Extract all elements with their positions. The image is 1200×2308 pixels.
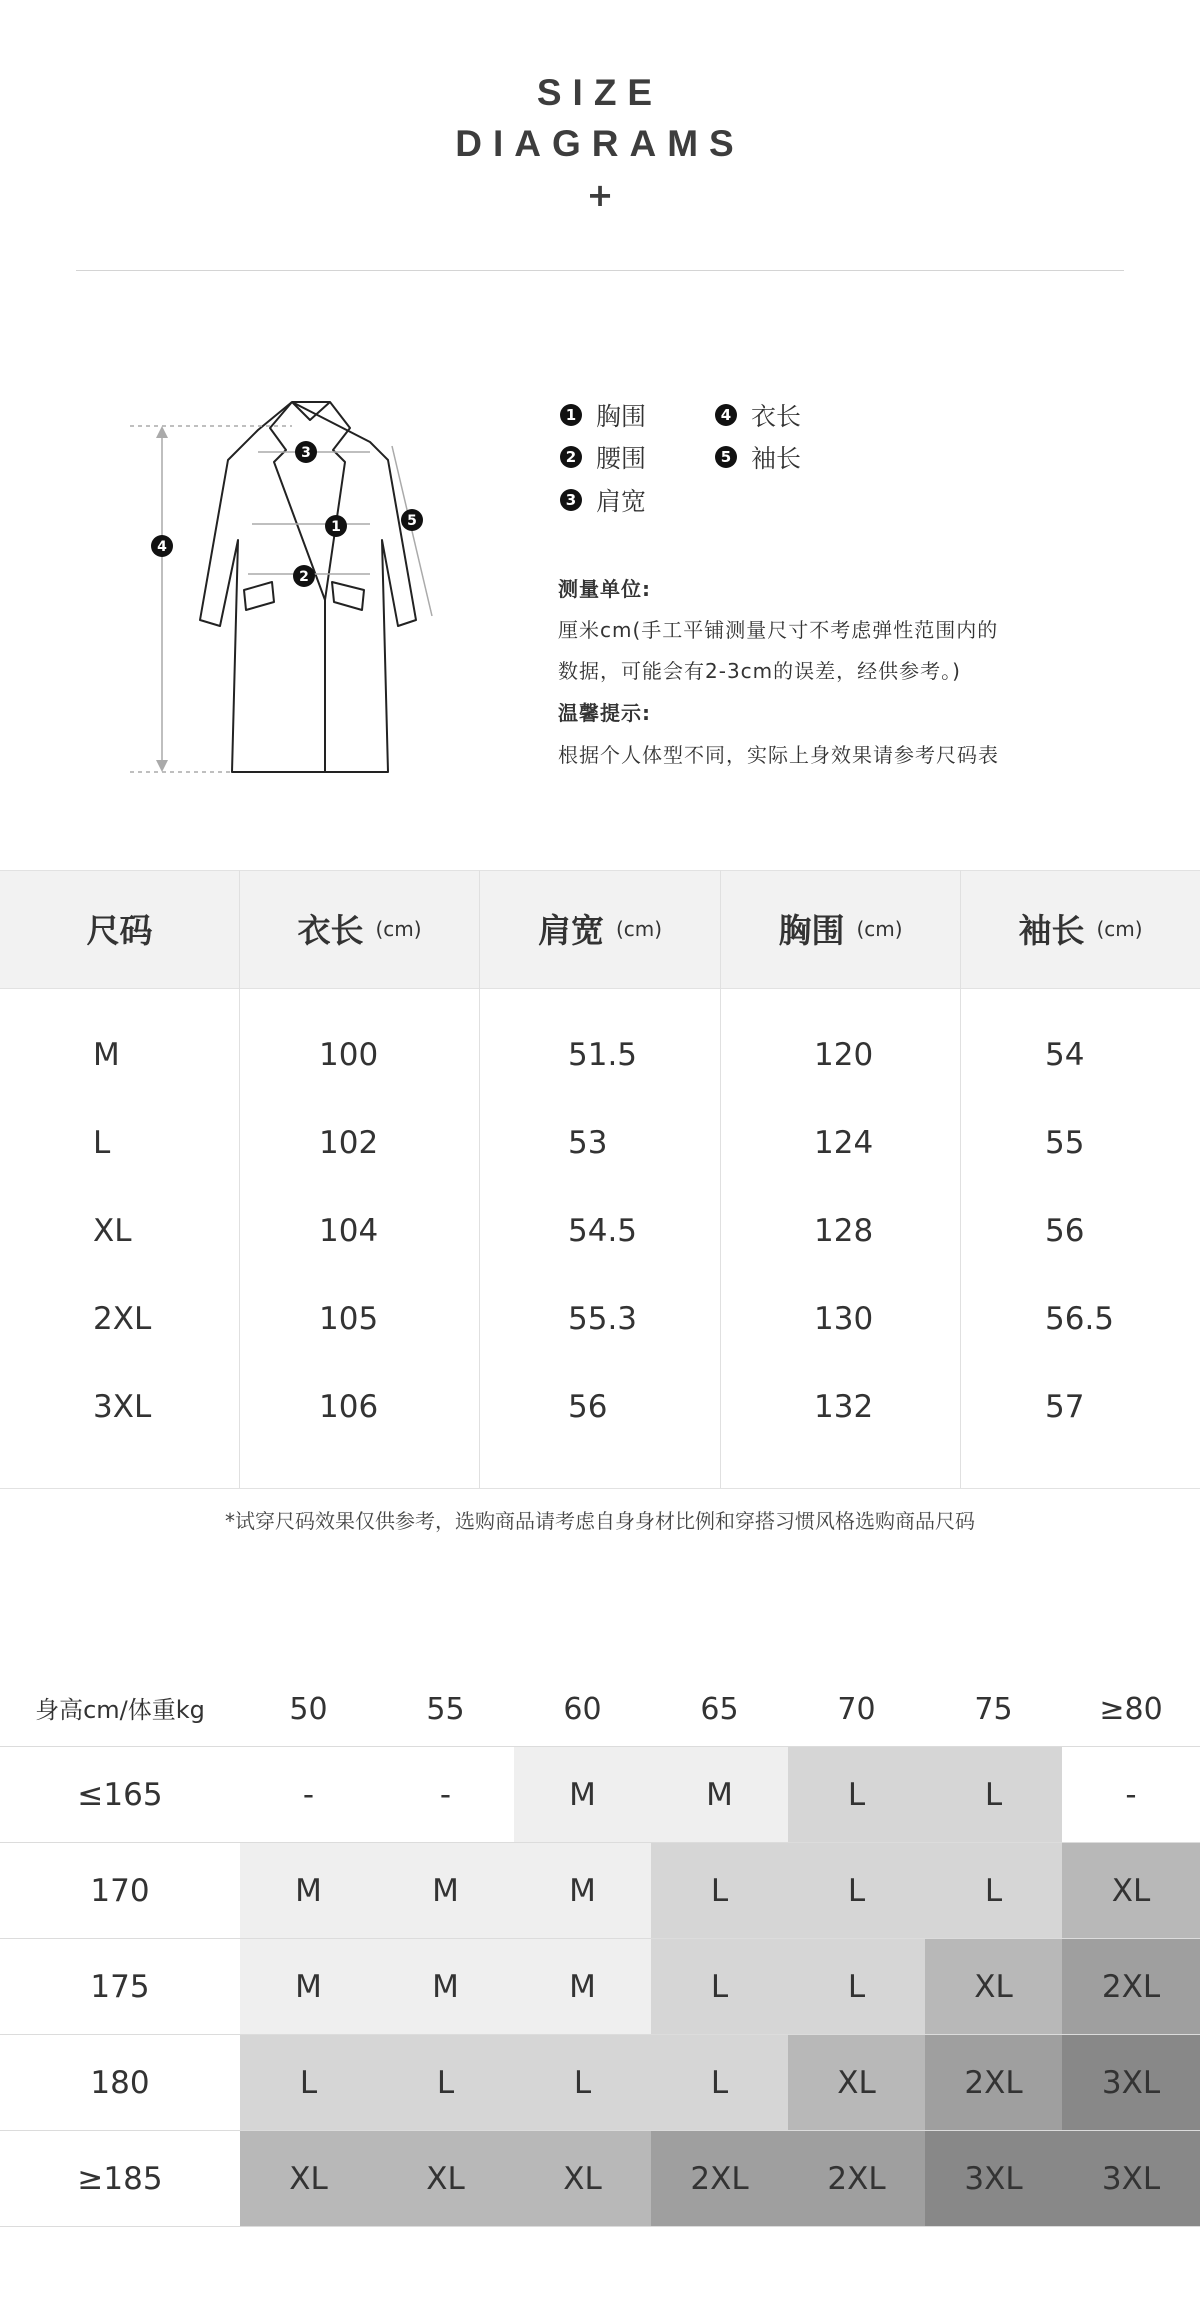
recommended-size-cell: XL: [514, 2131, 651, 2226]
recommended-size-cell: L: [514, 2035, 651, 2130]
header-chest: 胸围 (cm): [778, 911, 903, 950]
shoulder-cell: 51.5: [568, 1037, 638, 1073]
sleeve-cell: 56.5: [1045, 1301, 1115, 1337]
sleeve-cell: 56: [1045, 1213, 1085, 1249]
recommended-size-cell: XL: [925, 1939, 1062, 2034]
weight-header: 70: [837, 1692, 876, 1727]
num-icon: 3: [560, 489, 582, 511]
tip-line: 根据个人体型不同，实际上身效果请参考尺码表: [558, 743, 999, 767]
header-size: 尺码: [86, 911, 153, 950]
chest-cell: 128: [814, 1213, 874, 1249]
size-cell: L: [93, 1125, 111, 1161]
recommended-size-cell: M: [514, 1843, 651, 1938]
title-line-1: SIZE: [536, 72, 664, 113]
length-cell: 106: [319, 1389, 379, 1425]
title-line-2: DIAGRAMS: [455, 123, 745, 164]
height-label: 170: [90, 1872, 150, 1909]
num-icon: 4: [715, 404, 737, 426]
num-icon: 2: [560, 446, 582, 468]
height-label: ≤165: [77, 1776, 163, 1813]
legend-item-chest: 1 胸围: [560, 397, 646, 433]
marker-4: 4: [157, 539, 167, 555]
length-cell: 105: [319, 1301, 379, 1337]
marker-5: 5: [407, 513, 417, 529]
weight-header: 50: [289, 1692, 328, 1727]
recommended-size-cell: XL: [377, 2131, 514, 2226]
recommended-size-cell: M: [651, 1747, 788, 1842]
recommended-size-cell: L: [788, 1939, 925, 2034]
recommended-size-cell: XL: [240, 2131, 377, 2226]
shoulder-cell: 56: [568, 1389, 608, 1425]
recommended-size-cell: 2XL: [788, 2131, 925, 2226]
size-table-bottom-line: [0, 1488, 1200, 1489]
recommended-size-cell: M: [240, 1939, 377, 2034]
size-cell: XL: [93, 1213, 132, 1249]
header-shoulder: 肩宽 (cm): [537, 911, 663, 950]
weight-header: 65: [700, 1692, 739, 1727]
coat-diagram: [120, 390, 450, 790]
chest-cell: 132: [814, 1389, 874, 1425]
shoulder-cell: 54.5: [568, 1213, 638, 1249]
legend-item-length: 4 衣长: [715, 397, 801, 433]
recommended-size-cell: L: [925, 1747, 1062, 1842]
weight-header: ≥80: [1099, 1692, 1163, 1727]
recommended-size-cell: M: [240, 1843, 377, 1938]
recommended-size-cell: 3XL: [1062, 2131, 1200, 2226]
rec-row-divider: [0, 2226, 1200, 2227]
recommended-size-cell: -: [377, 1747, 514, 1842]
sleeve-cell: 57: [1045, 1389, 1085, 1425]
recommended-size-cell: -: [1062, 1747, 1200, 1842]
recommended-size-cell: 3XL: [1062, 2035, 1200, 2130]
legend-item-waist: 2 腰围: [560, 439, 646, 475]
header-length: 衣长 (cm): [297, 911, 422, 950]
recommended-size-cell: 3XL: [925, 2131, 1062, 2226]
recommended-size-cell: M: [377, 1843, 514, 1938]
recommended-size-cell: L: [651, 1939, 788, 2034]
sleeve-cell: 54: [1045, 1037, 1085, 1073]
num-icon: 5: [715, 446, 737, 468]
weight-header: 75: [974, 1692, 1013, 1727]
recommended-size-cell: L: [651, 1843, 788, 1938]
size-cell: 2XL: [93, 1301, 152, 1337]
weight-header: 60: [563, 1692, 602, 1727]
size-cell: 3XL: [93, 1389, 152, 1425]
rec-corner-label: 身高cm/体重kg: [35, 1696, 205, 1724]
unit-line-1: 厘米cm(手工平铺测量尺寸不考虑弹性范围内的: [558, 618, 999, 642]
weight-header: 55: [426, 1692, 465, 1727]
length-cell: 102: [319, 1125, 379, 1161]
marker-1: 1: [331, 519, 341, 535]
num-icon: 1: [560, 404, 582, 426]
recommended-size-cell: 2XL: [1062, 1939, 1200, 2034]
recommendation-grid: [0, 1746, 1200, 2226]
recommended-size-cell: L: [377, 2035, 514, 2130]
sleeve-cell: 55: [1045, 1125, 1085, 1161]
recommended-size-cell: L: [925, 1843, 1062, 1938]
chest-cell: 124: [814, 1125, 874, 1161]
recommended-size-cell: 2XL: [651, 2131, 788, 2226]
marker-3: 3: [301, 445, 311, 461]
shoulder-cell: 55.3: [568, 1301, 638, 1337]
header-sleeve: 袖长 (cm): [1018, 911, 1143, 950]
unit-heading: 测量单位:: [558, 577, 651, 601]
recommended-size-cell: M: [377, 1939, 514, 2034]
height-label: 180: [90, 2064, 150, 2101]
height-label: ≥185: [77, 2160, 163, 2197]
marker-2: 2: [299, 569, 309, 585]
recommended-size-cell: -: [240, 1747, 377, 1842]
length-cell: 104: [319, 1213, 379, 1249]
shoulder-cell: 53: [568, 1125, 608, 1161]
size-cell: M: [93, 1037, 120, 1073]
length-cell: 100: [319, 1037, 379, 1073]
size-footnote: *试穿尺码效果仅供参考，选购商品请考虑自身身材比例和穿搭习惯风格选购商品尺码: [225, 1509, 975, 1533]
unit-line-2: 数据，可能会有2-3cm的误差，经供参考。): [558, 659, 961, 683]
recommended-size-cell: L: [788, 1747, 925, 1842]
recommended-size-cell: L: [788, 1843, 925, 1938]
tip-heading: 温馨提示:: [558, 701, 651, 725]
recommended-size-cell: XL: [1062, 1843, 1200, 1938]
recommended-size-cell: XL: [788, 2035, 925, 2130]
chest-cell: 120: [814, 1037, 874, 1073]
header-divider: [76, 270, 1124, 271]
recommended-size-cell: L: [240, 2035, 377, 2130]
title-plus: +: [586, 176, 614, 214]
recommended-size-cell: L: [651, 2035, 788, 2130]
recommended-size-cell: M: [514, 1939, 651, 2034]
height-label: 175: [90, 1968, 150, 2005]
legend-item-shoulder: 3 肩宽: [560, 482, 646, 518]
chest-cell: 130: [814, 1301, 874, 1337]
recommended-size-cell: 2XL: [925, 2035, 1062, 2130]
recommended-size-cell: M: [514, 1747, 651, 1842]
legend-item-sleeve: 5 袖长: [715, 439, 801, 475]
